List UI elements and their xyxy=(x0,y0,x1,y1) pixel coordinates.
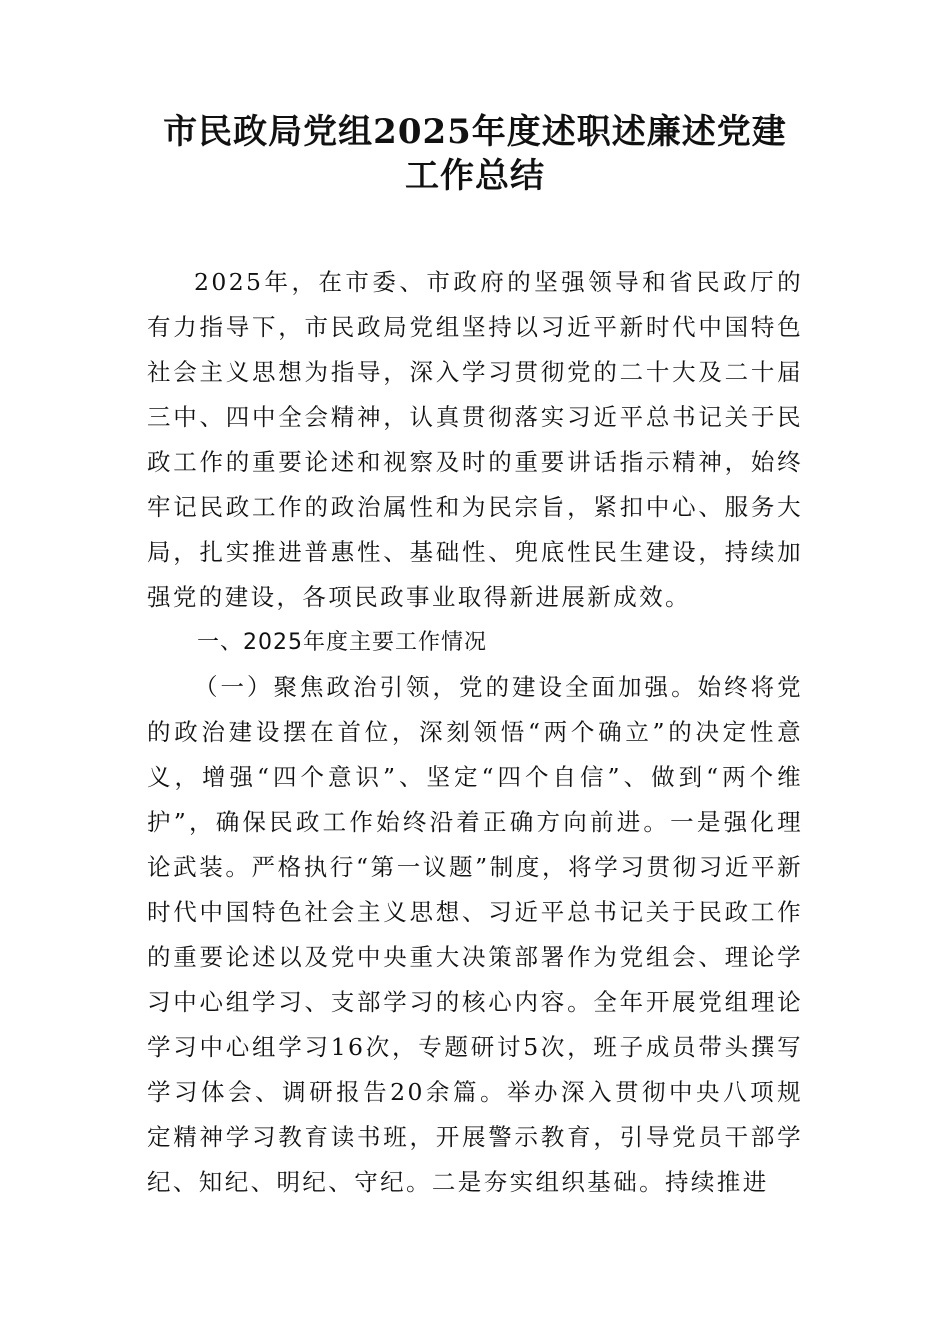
document-body xyxy=(147,260,803,1205)
document-title: 市民政局党组2025年度述职述廉述党建工作总结 xyxy=(163,112,787,196)
subsection-body: 始终将党的政治建设摆在首位，深刻领悟“两个确立”的决定性意义，增强“四个意识”、坚定“四个自信”、做到“两个维护”，确保民政工作始终沿着正确方向前进。一是强化理论武装。严格执行“第一议题”制度，将学习贯彻习近平新时代中国特色社会主义思想、习近平总书记关于民政工作的重要论述以及党中央重大决策部署作为党组会、理论学习中心组学习、支部学习的核心内容。全年开展党组理论学习中心组学习16次，专题研讨5次，班子成员带头撰写学习体会、调研报告20余篇。举办深入贯彻中央八项规定精神学习教育读书班，开展警示教育，引导党员干部学纪、知纪、明纪、守纪。二是夯实组织基础。持续推进 xyxy=(147,673,803,1196)
document-page xyxy=(147,110,803,1205)
intro-paragraph: 2025年，在市委、市政府的坚强领导和省民政厅的有力指导下，市民政局党组坚持以习近平新时代中国特色社会主义思想为指导，深入学习贯彻党的二十大及二十届三中、四中全会精神，认真贯彻落实习近平总书记关于民政工作的重要论述和视察及时的重要讲话指示精神，始终牢记民政工作的政治属性和为民宗旨，紧扣中心、服务大局，扎实推进普惠性、基础性、兜底性民生建设，持续加强党的建设，各项民政事业取得新进展新成效。 xyxy=(147,268,803,611)
subsection-title: （一）聚焦政治引领，党的建设全面加强。 xyxy=(194,673,698,701)
section-paragraph xyxy=(147,665,803,1205)
section-heading: 一、2025年度主要工作情况 xyxy=(197,630,487,655)
